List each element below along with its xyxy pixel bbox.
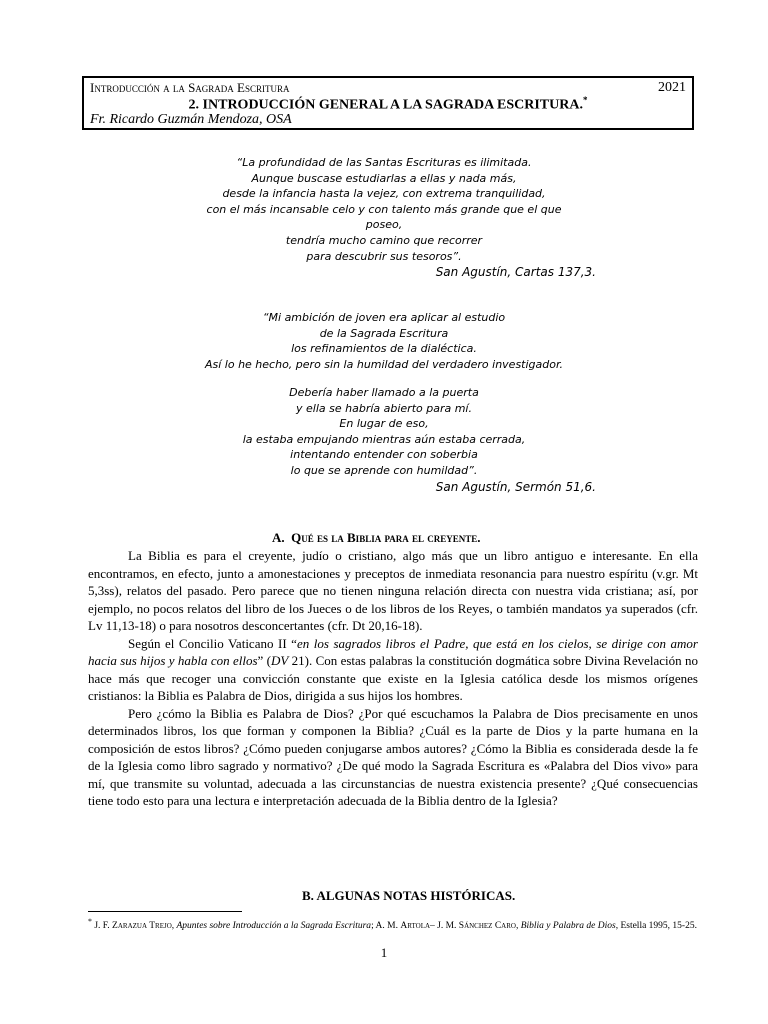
quote-line: lo que se aprende con humildad”. <box>290 463 478 477</box>
epigraph-quote-2 <box>150 310 618 372</box>
section-a-heading-part1: Qué es la <box>291 530 344 545</box>
quote-line: los refinamientos de la dialéctica. <box>291 342 477 356</box>
quote-source: San Agustín, Sermón 51,6. <box>435 479 596 494</box>
paragraph-2 <box>88 635 698 705</box>
quote-line: la estaba empujando mientras aún estaba cerrada, <box>242 432 526 446</box>
header-year: 2021 <box>658 80 686 95</box>
footnote-tail: , Estella 1995, 15-25. <box>615 921 697 932</box>
section-a-heading <box>272 530 481 546</box>
quote-line: para descubrir sus tesoros”. <box>306 249 462 263</box>
footnote-author-1: J. F. Zarazua Trejo, <box>91 921 177 932</box>
footnote-work-1: Apuntes sobre Introducción a la Sagrada Escritura <box>176 921 372 932</box>
author-line: Fr. Ricardo Guzmán Mendoza, OSA <box>90 112 292 127</box>
chapter-title-text: 2. INTRODUCCIÓN GENERAL A LA SAGRADA ESCRITURA. <box>188 97 583 113</box>
footnote-separator-text: , <box>515 921 521 932</box>
quote-line: Así lo he hecho, pero sin la humildad del verdadero investigador. <box>204 357 563 371</box>
quote-line: En lugar de eso, <box>339 417 429 431</box>
paragraph-1: La Biblia es para el creyente, judío o cristiano, algo más que un libro antiguo e interesante. En ella encontramos, en efecto, junto a amonestaciones y preceptos de inmediata resonancia para nuestro espíritu (v.gr. Mt 5,3ss), relatos del pasado. Pero parece que no tienen ninguna relación directa con nuestra vida cristiana; así, por ejemplo, no pocos relatos del libro de los Jueces o de los libros de los Reyes, o también mandatos ya superados (cfr. Lv 11,13-18) o para nosotros desconcertantes (cfr. Dt 20,16-18). <box>88 548 698 633</box>
series-title: Introducción a la Sagrada Escritura <box>90 80 290 95</box>
section-a-heading-part2: Biblia para el creyente <box>347 530 478 545</box>
epigraph-quote-1 <box>150 155 618 281</box>
quote-line: de la Sagrada Escritura <box>319 326 449 340</box>
footnote-separator <box>88 911 242 912</box>
paragraph-2-text: ” ( <box>257 653 271 668</box>
quote-line: “La profundidad de las Santas Escrituras es ilimitada. <box>236 156 532 169</box>
section-a-letter: A. <box>272 530 285 545</box>
document-header <box>82 76 694 130</box>
footnote-work-2: Biblia y Palabra de Dios <box>520 921 616 932</box>
dv-reference: DV <box>270 653 289 668</box>
title-footnote-mark: * <box>582 95 588 105</box>
paragraph-2-text: 21). Con estas palabras la constitución dogmática sobre Divina Revelación no hace más que recoger una convicción constante que existe en la Iglesia católica desde los mismos orígenes cristianos: la Biblia es Palabra de Dios, dirigida a sus hijos los hombres. <box>88 653 698 703</box>
chapter-title <box>84 95 692 114</box>
paragraph-3: Pero ¿cómo la Biblia es Palabra de Dios? ¿Por qué escuchamos la Palabra de Dios precisamente en unos determinados libros, los que forman y componen la Biblia? ¿Cuál es la parte de Dios y la parte humana en la composición de estos libros? ¿Cómo pueden conjugarse ambos autores? ¿Cómo la Biblia es considerada desde la fe de la Iglesia como libro sagrado y normativo? ¿De qué modo la Sagrada Escritura es «Palabra del Dios vivo» para mí, que transmite su voluntad, adecuada a las circunstancias de nuestra existencia presente? ¿Qué consecuencias tiene todo esto para una lectura e interpretación adecuada de la Biblia dentro de la Iglesia? <box>88 705 698 808</box>
quote-line: tendría mucho camino que recorrer <box>285 233 483 247</box>
footnote-author-2: Artola– J. M. Sánchez Caro <box>400 921 516 932</box>
quote-line: Debería haber llamado a la puerta <box>289 386 479 399</box>
footnote-separator-text: ; A. M. <box>371 921 401 932</box>
quote-line: y ella se habría abierto para mí. <box>296 401 472 415</box>
council-quote: en los sagrados libros el Padre, que está en los cielos, se dirige con amor hacia sus hijos y habla con ellos <box>88 635 698 668</box>
quote-line: “Mi ambición de joven era aplicar al estudio <box>262 311 506 324</box>
quote-line: Aunque buscase estudiarlas a ellas y nada más, <box>251 171 517 185</box>
quote-line: desde la infancia hasta la vejez, con extrema tranquilidad, <box>222 187 546 201</box>
page-number: 1 <box>380 945 388 960</box>
body-text <box>88 547 698 810</box>
quote-source: San Agustín, Cartas 137,3. <box>435 265 596 280</box>
epigraph-quote-3 <box>150 385 618 495</box>
section-a-heading-end: . <box>477 530 481 545</box>
paragraph-2-text: Según el Concilio Vaticano II “ <box>128 635 297 651</box>
section-b-heading: B. ALGUNAS NOTAS HISTÓRICAS. <box>302 888 516 903</box>
quote-line: intentando entender con soberbia <box>290 448 478 462</box>
quote-line: con el más incansable celo y con talento más grande que el que <box>206 202 562 216</box>
quote-line: poseo, <box>365 218 403 232</box>
footnote <box>88 915 700 933</box>
footnote-mark: * <box>88 917 92 926</box>
